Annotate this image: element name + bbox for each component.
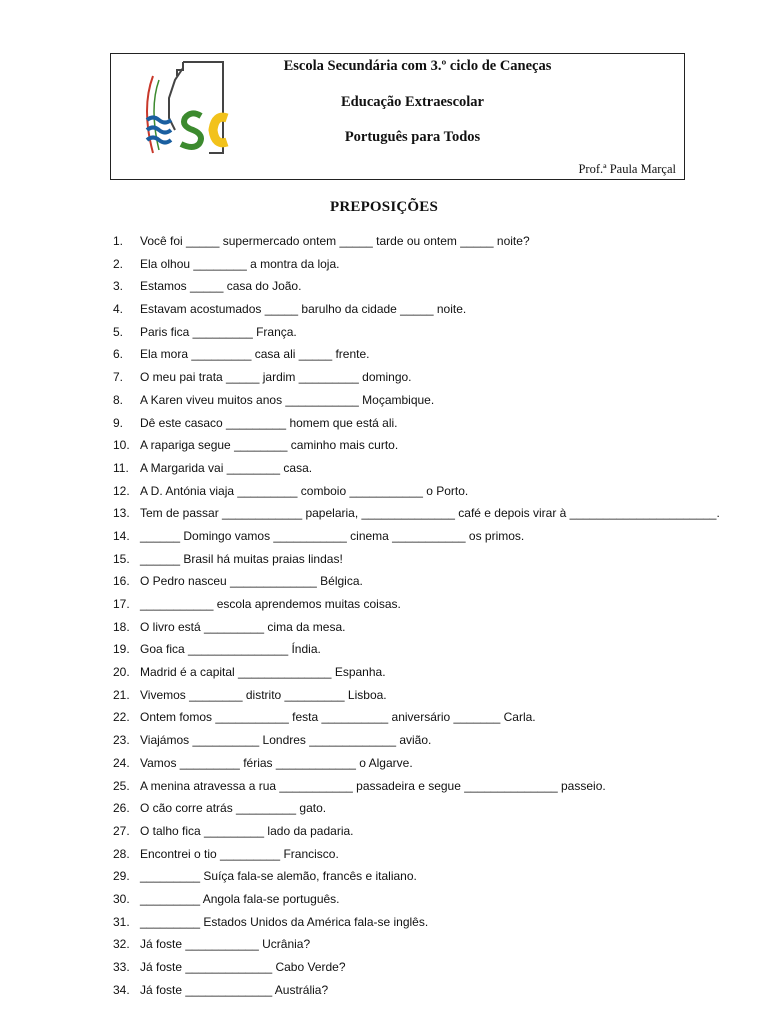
exercise-number: 11. — [113, 460, 129, 475]
page-title: PREPOSIÇÕES — [329, 199, 439, 215]
exercise-number: 26. — [113, 801, 130, 816]
exercise-text: A rapariga segue ________ caminho mais curto. — [140, 438, 399, 453]
exercise-text: Ela mora _________ casa ali _____ frente. — [140, 347, 370, 362]
course-name: Português para Todos — [344, 129, 481, 145]
exercise-number: 10. — [113, 438, 130, 453]
exercise-item — [113, 300, 713, 323]
exercise-item — [113, 913, 713, 936]
exercise-text: Viajámos __________ Londres _____________ avião. — [140, 733, 432, 748]
exercise-item — [113, 663, 713, 686]
exercise-number: 25. — [113, 778, 130, 793]
exercise-text: Já foste ___________ Ucrânia? — [140, 937, 311, 952]
exercise-text: Ela olhou ________ a montra da loja. — [140, 256, 340, 271]
exercise-number: 6. — [113, 347, 124, 362]
exercise-number: 4. — [113, 302, 124, 317]
exercise-item — [113, 777, 713, 800]
exercise-item — [113, 414, 713, 437]
exercise-number: 34. — [113, 982, 130, 997]
exercise-number: 31. — [113, 914, 130, 929]
exercise-number: 19. — [113, 642, 130, 657]
exercise-item — [113, 504, 720, 527]
exercise-text: Ontem fomos ___________ festa __________ aniversário _______ Carla. — [140, 710, 536, 725]
exercise-text: _________ Estados Unidos da América fala-se inglês. — [140, 914, 429, 929]
exercise-item — [113, 345, 713, 368]
program-name: Educação Extraescolar — [341, 94, 484, 110]
exercise-item — [113, 731, 713, 754]
exercise-item — [113, 981, 713, 1004]
exercise-item — [113, 640, 713, 663]
exercise-text: ______ Domingo vamos ___________ cinema ___________ os primos. — [140, 528, 525, 543]
exercise-item — [113, 482, 713, 505]
exercise-number: 27. — [113, 823, 130, 838]
exercise-item — [113, 436, 713, 459]
exercise-text: Tem de passar ____________ papelaria, ______________ café e depois virar à ______________________. — [140, 506, 720, 521]
exercise-text: Goa fica _______________ Índia. — [140, 642, 321, 657]
exercise-item — [113, 255, 713, 278]
exercise-text: Encontrei o tio _________ Francisco. — [140, 846, 339, 861]
exercise-text: A Karen viveu muitos anos ___________ Moçambique. — [140, 392, 435, 407]
exercise-list — [113, 232, 720, 1003]
exercise-number: 16. — [113, 574, 130, 589]
exercise-item — [113, 686, 713, 709]
exercise-item — [113, 595, 713, 618]
teacher-name: Prof.ª Paula Marçal — [578, 162, 676, 176]
exercise-text: Já foste _____________ Austrália? — [140, 982, 329, 997]
exercise-text: Estavam acostumados _____ barulho da cidade _____ noite. — [140, 302, 467, 317]
exercise-item — [113, 708, 713, 731]
exercise-text: O cão corre atrás _________ gato. — [140, 801, 327, 816]
exercise-item — [113, 958, 713, 981]
exercise-number: 9. — [113, 415, 124, 430]
exercise-text: Vamos _________ férias ____________ o Algarve. — [140, 755, 413, 770]
exercise-text: A menina atravessa a rua ___________ passadeira e segue ______________ passeio. — [140, 778, 606, 793]
exercise-item — [113, 527, 713, 550]
exercise-text: Já foste _____________ Cabo Verde? — [140, 960, 346, 974]
exercise-item — [113, 867, 713, 890]
school-name: Escola Secundária com 3.º ciclo de Caneças — [283, 58, 552, 74]
exercise-item — [113, 550, 713, 573]
exercise-number: 18. — [113, 619, 130, 634]
exercise-number: 7. — [113, 370, 124, 385]
exercise-text: O livro está _________ cima da mesa. — [140, 619, 346, 634]
exercise-text: Paris fica _________ França. — [140, 324, 297, 339]
exercise-text: Madrid é a capital ______________ Espanha. — [140, 665, 386, 680]
exercise-item — [113, 618, 713, 641]
exercise-number: 17. — [113, 597, 130, 611]
exercise-item — [113, 572, 713, 595]
exercise-number: 30. — [113, 891, 130, 906]
header-box — [110, 53, 685, 180]
exercise-number: 21. — [113, 687, 130, 702]
exercise-number: 29. — [113, 869, 130, 884]
exercise-item — [113, 368, 713, 391]
exercise-number: 3. — [113, 279, 124, 294]
exercise-number: 5. — [113, 324, 124, 339]
exercise-text: O Pedro nasceu _____________ Bélgica. — [140, 574, 363, 589]
exercise-number: 8. — [113, 392, 124, 407]
exercise-item — [113, 890, 713, 913]
exercise-number: 13. — [113, 506, 130, 521]
exercise-item — [113, 232, 713, 255]
exercise-number: 33. — [113, 960, 130, 974]
exercise-number: 1. — [113, 234, 124, 248]
exercise-text: _________ Angola fala-se português. — [140, 891, 340, 906]
exercise-text: A Margarida vai ________ casa. — [140, 460, 313, 475]
exercise-text: Vivemos ________ distrito _________ Lisboa. — [140, 687, 387, 702]
exercise-text: _________ Suíça fala-se alemão, francês e italiano. — [140, 869, 417, 884]
exercise-number: 24. — [113, 755, 130, 770]
exercise-number: 14. — [113, 528, 130, 543]
exercise-number: 23. — [113, 733, 130, 748]
exercise-number: 2. — [113, 256, 124, 271]
exercise-item — [113, 822, 713, 845]
exercise-item — [113, 459, 713, 482]
exercise-text: Estamos _____ casa do João. — [140, 279, 302, 294]
exercise-text: ___________ escola aprendemos muitas coisas. — [140, 597, 401, 611]
exercise-number: 20. — [113, 665, 130, 680]
exercise-text: Dê este casaco _________ homem que está ali. — [140, 415, 398, 430]
exercise-number: 32. — [113, 937, 130, 952]
exercise-item — [113, 935, 713, 958]
exercise-text: Você foi _____ supermercado ontem _____ tarde ou ontem _____ noite? — [140, 234, 530, 248]
exercise-text: O meu pai trata _____ jardim _________ domingo. — [140, 370, 412, 385]
exercise-number: 28. — [113, 846, 130, 861]
exercise-item — [113, 845, 713, 868]
exercise-item — [113, 277, 713, 300]
exercise-text: O talho fica _________ lado da padaria. — [140, 823, 354, 838]
exercise-number: 15. — [113, 551, 130, 566]
exercise-item — [113, 391, 713, 414]
exercise-number: 22. — [113, 710, 130, 725]
exercise-text: ______ Brasil há muitas praias lindas! — [140, 551, 343, 566]
exercise-item — [113, 754, 713, 777]
exercise-item — [113, 323, 713, 346]
exercise-number: 12. — [113, 483, 130, 498]
exercise-item — [113, 799, 713, 822]
exercise-text: A D. Antónia viaja _________ comboio ___________ o Porto. — [140, 483, 469, 498]
